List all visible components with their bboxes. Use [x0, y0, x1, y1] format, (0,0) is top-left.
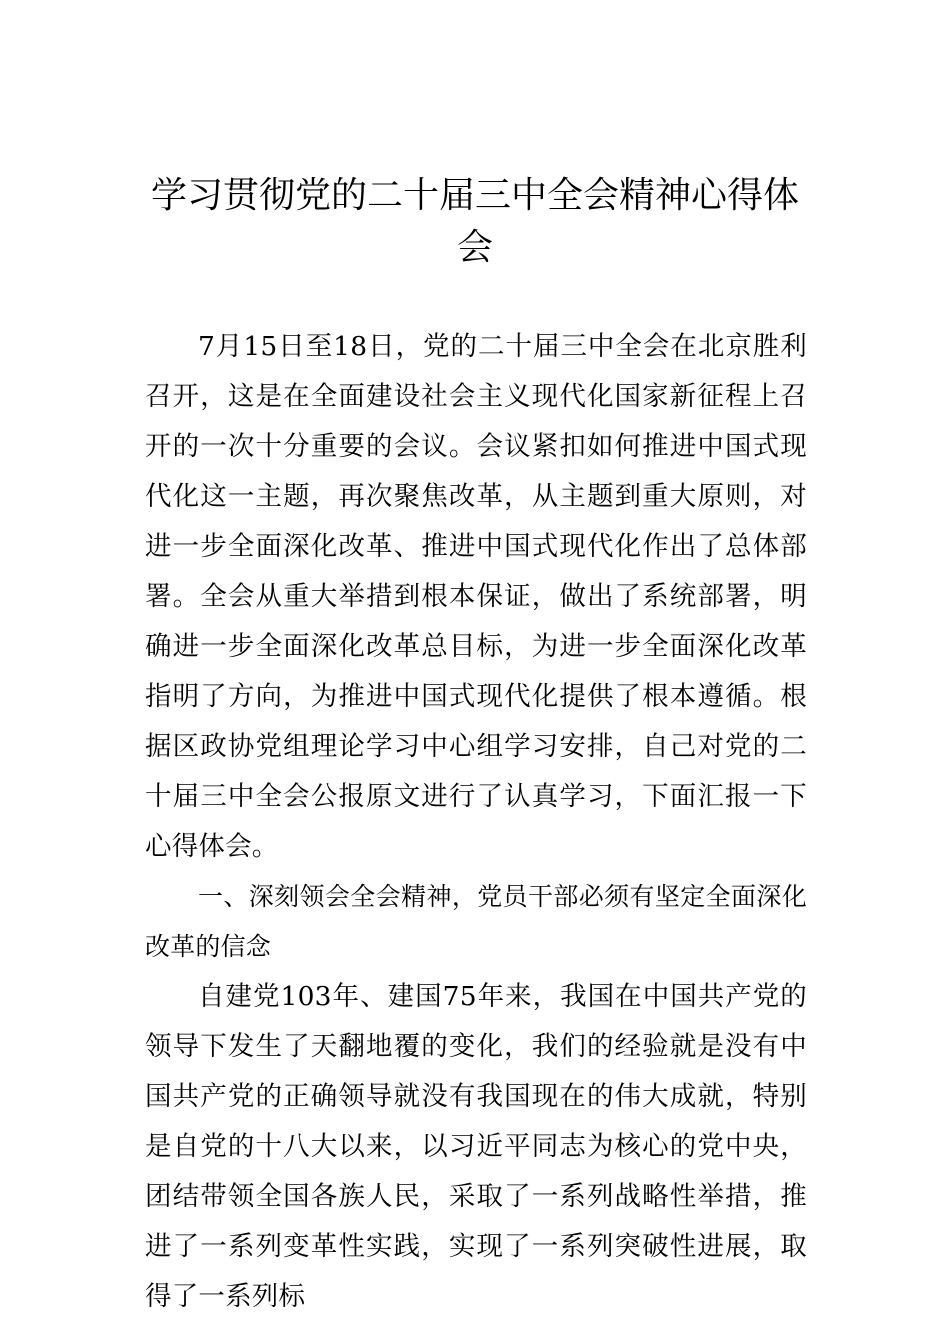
section-heading: 一、深刻领会全会精神，党员干部必须有坚定全面深化改革的信念 [145, 882, 807, 961]
document-body [145, 322, 807, 1322]
document-title: 学习贯彻党的二十届三中全会精神心得体会 [150, 175, 799, 268]
section-paragraph: 自建党103年、建国75年来，我国在中国共产党的领导下发生了天翻地覆的变化，我们的经验就是没有中国共产党的正确领导就没有我国现在的伟大成就，特别是自党的十八大以来，以习近平同志为核心的党中央，团结带领全国各族人民，采取了一系列战略性举措，推进了一系列变革性实践，实现了一系列突破性进展，取得了一系列标 [145, 981, 807, 1312]
intro-paragraph: 7月15日至18日，党的二十届三中全会在北京胜利召开，这是在全面建设社会主义现代化国家新征程上召开的一次十分重要的会议。会议紧扣如何推进中国式现代化这一主题，再次聚焦改革，从主题到重大原则，对进一步全面深化改革、推进中国式现代化作出了总体部署。全会从重大举措到根本保证，做出了系统部署，明确进一步全面深化改革总目标，为进一步全面深化改革指明了方向，为推进中国式现代化提供了根本遵循。根据区政协党组理论学习中心组学习安排，自己对党的二十届三中全会公报原文进行了认真学习，下面汇报一下心得体会。 [145, 331, 807, 862]
